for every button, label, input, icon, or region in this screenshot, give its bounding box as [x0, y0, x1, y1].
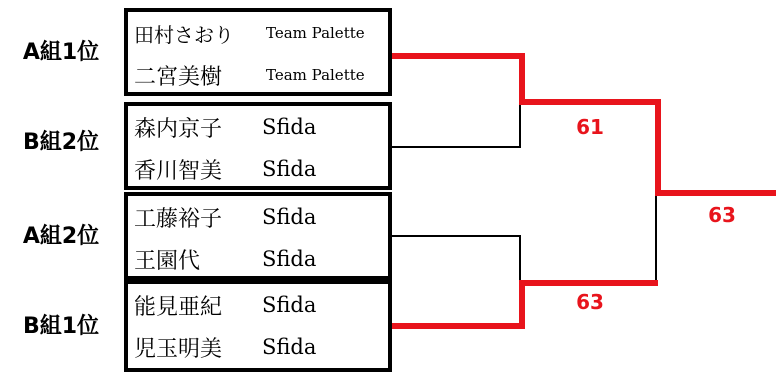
team-name: Sfida — [262, 247, 317, 271]
bracket-line-b2 — [392, 100, 520, 147]
player-name: 工藤裕子 — [134, 206, 223, 232]
score-final: 63 — [708, 203, 736, 227]
team-name: Sfida — [262, 157, 317, 181]
bracket-line-lower-to-final — [522, 196, 656, 283]
score-semifinal-1: 61 — [576, 115, 604, 139]
seed-label-a1: A組1位 — [22, 40, 100, 65]
team-name: Sfida — [262, 293, 317, 317]
player-name: 森内京子 — [134, 116, 223, 142]
player-name: 児玉明美 — [134, 336, 223, 362]
seed-label-a2: A組2位 — [22, 224, 100, 249]
winner-line-lower — [392, 283, 658, 326]
seed-label-b1: B組1位 — [22, 314, 100, 339]
team-name: Team Palette — [266, 24, 365, 42]
player-name: 二宮美樹 — [134, 64, 223, 90]
bracket-line-a2 — [392, 236, 520, 283]
team-name: Sfida — [262, 205, 317, 229]
player-name: 王園代 — [134, 248, 201, 274]
player-name: 能見亜紀 — [134, 294, 223, 320]
player-name: 香川智美 — [134, 158, 223, 184]
team-name: Sfida — [262, 115, 317, 139]
score-semifinal-2: 63 — [576, 290, 604, 314]
team-name: Team Palette — [266, 66, 365, 84]
player-name: 田村さおり — [134, 22, 234, 47]
seed-label-b2: B組2位 — [22, 130, 100, 155]
team-name: Sfida — [262, 335, 317, 359]
